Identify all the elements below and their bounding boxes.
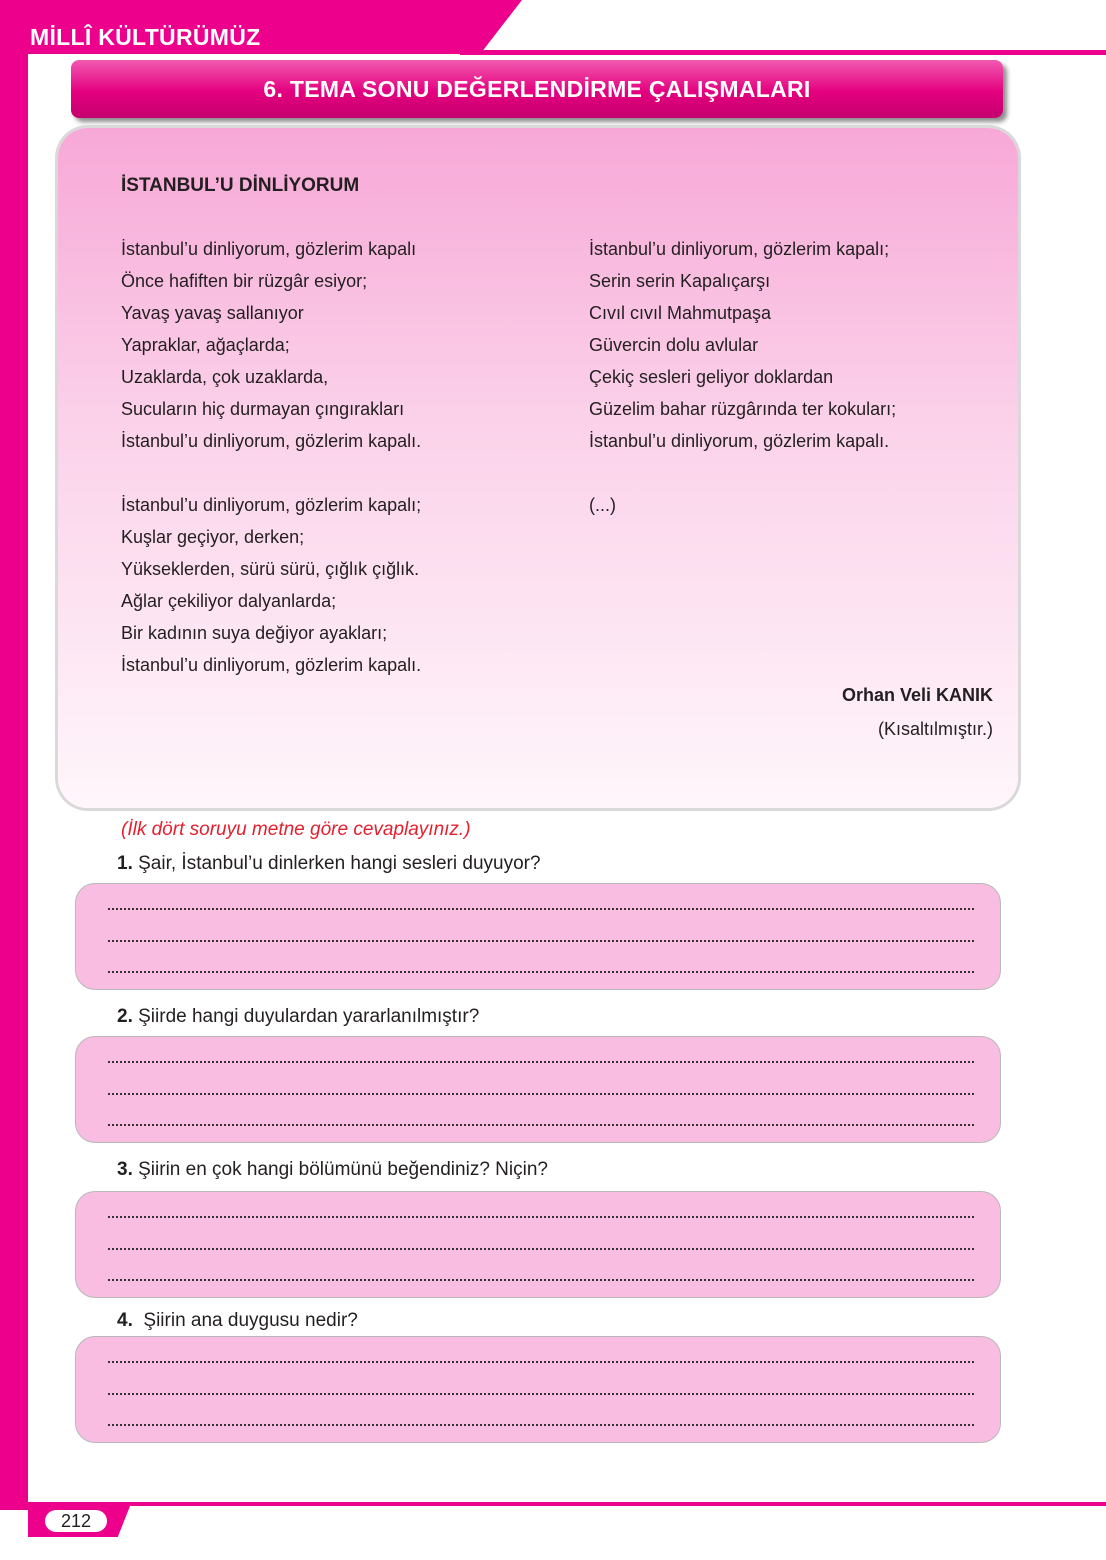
poem-title: İSTANBUL’U DİNLİYORUM	[121, 175, 360, 196]
answer-line	[108, 1424, 974, 1426]
poem-line: İstanbul’u dinliyorum, gözlerim kapalı	[121, 239, 417, 259]
poem-line: Serin serin Kapalıçarşı	[589, 271, 771, 291]
poem-line: İstanbul’u dinliyorum, gözlerim kapalı;	[121, 495, 422, 515]
answer-box-3[interactable]	[75, 1191, 1001, 1298]
theme-header-title: 6. TEMA SONU DEĞERLENDİRME ÇALIŞMALARI	[263, 75, 811, 102]
answer-box-4[interactable]	[75, 1336, 1001, 1443]
answer-line	[108, 1124, 974, 1126]
answer-box-2[interactable]	[75, 1036, 1001, 1143]
poem-line: Bir kadının suya değiyor ayakları;	[121, 623, 388, 643]
answer-line	[108, 1216, 974, 1218]
question-4: 4. Şiirin ana duygusu nedir?	[117, 1310, 358, 1331]
answer-line	[108, 908, 974, 910]
poem-line: Kuşlar geçiyor, derken;	[121, 527, 305, 547]
poem-line: Ağlar çekiliyor dalyanlarda;	[121, 591, 337, 611]
poem-line: Çekiç sesleri geliyor doklardan	[589, 367, 834, 387]
poem-line: Sucuların hiç durmayan çıngırakları	[121, 399, 405, 419]
answer-line	[108, 1093, 974, 1095]
poem-line: Önce hafiften bir rüzgâr esiyor;	[121, 271, 368, 291]
poem-author: Orhan Veli KANIK	[841, 685, 993, 705]
instruction-text: (İlk dört soruyu metne göre cevaplayınız.)	[121, 819, 471, 840]
section-title: MİLLÎ KÜLTÜRÜMÜZ	[30, 24, 261, 50]
poem-line: İstanbul’u dinliyorum, gözlerim kapalı.	[589, 431, 890, 451]
poem-line: İstanbul’u dinliyorum, gözlerim kapalı.	[121, 431, 422, 451]
answer-box-1[interactable]	[75, 883, 1001, 990]
poem-line: Güzelim bahar rüzgârında ter kokuları;	[589, 399, 897, 419]
answer-line	[108, 1279, 974, 1281]
abridged-note: (Kısaltılmıştır.)	[877, 719, 993, 739]
page-number: 212	[45, 1510, 107, 1532]
question-2: 2. Şiirde hangi duyulardan yararlanılmıştır?	[117, 1006, 480, 1027]
poem-line: Uzaklarda, çok uzaklarda,	[121, 367, 329, 387]
poem-ellipsis: (...)	[589, 495, 616, 515]
answer-line	[108, 971, 974, 973]
answer-line	[108, 1393, 974, 1395]
poem-line: Yavaş yavaş sallanıyor	[121, 303, 304, 323]
poem-line: İstanbul’u dinliyorum, gözlerim kapalı;	[589, 239, 890, 259]
poem-right-column	[589, 233, 896, 521]
answer-line	[108, 940, 974, 942]
poem-line: Güvercin dolu avlular	[589, 335, 759, 355]
question-1: 1. Şair, İstanbul’u dinlerken hangi sesleri duyuyor?	[117, 853, 541, 874]
top-rule	[460, 50, 1106, 55]
poem-left-column	[121, 233, 421, 681]
theme-header	[71, 60, 1003, 118]
answer-line	[108, 1361, 974, 1363]
answer-line	[108, 1248, 974, 1250]
left-accent-bar	[0, 0, 28, 1510]
poem-line: Cıvıl cıvıl Mahmutpaşa	[589, 303, 772, 323]
poem-line: Yükseklerden, sürü sürü, çığlık çığlık.	[121, 559, 420, 579]
stanza-gap	[589, 457, 896, 489]
bottom-rule	[0, 1502, 1106, 1506]
stanza-gap	[121, 457, 421, 489]
poem-line: Yapraklar, ağaçlarda;	[121, 335, 290, 355]
answer-line	[108, 1061, 974, 1063]
question-3: 3. Şiirin en çok hangi bölümünü beğendiniz? Niçin?	[117, 1159, 548, 1180]
poem-line: İstanbul’u dinliyorum, gözlerim kapalı.	[121, 655, 422, 675]
